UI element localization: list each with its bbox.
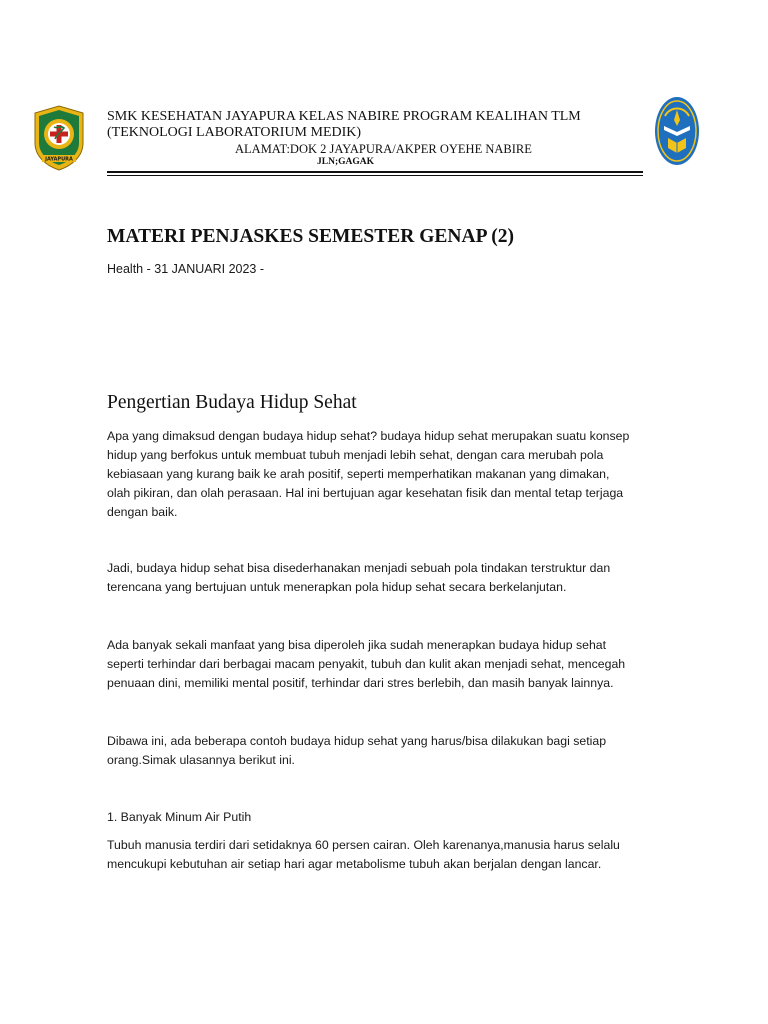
letterhead-divider: [107, 171, 643, 173]
emblem-label: JAYAPURA: [45, 156, 73, 163]
paragraph-line: mencukupi kebutuhan air setiap hari agar metabolisme tubuh akan berjalan dengan lancar.: [107, 857, 602, 871]
paragraph-benefits: [107, 636, 647, 693]
document-meta: Health - 31 JANUARI 2023 -: [107, 262, 265, 276]
letterhead-school-name: SMK KESEHATAN JAYAPURA KELAS NABIRE PROGRAM KEALIHAN TLM: [107, 109, 581, 124]
paragraph-line: terencana yang bertujuan untuk menerapkan pola hidup sehat secara berkelanjutan.: [107, 580, 567, 594]
paragraph-line: Ada banyak sekali manfaat yang bisa diperoleh jika sudah menerapkan budaya hidup sehat: [107, 638, 607, 652]
tut-wuri-handayani-icon: [654, 96, 700, 166]
letterhead-address: ALAMAT:DOK 2 JAYAPURA/AKPER OYEHE NABIRE: [235, 142, 532, 156]
paragraph-water: [107, 836, 647, 874]
list-item-heading: [107, 808, 647, 827]
paragraph-examples-intro: [107, 732, 647, 770]
paragraph-summary: [107, 559, 647, 597]
paragraph-line: Tubuh manusia terdiri dari setidaknya 60 persen cairan. Oleh karenanya,manusia harus selalu: [107, 838, 620, 852]
paragraph-line: seperti terhindar dari berbagai macam penyakit, tubuh dan kulit akan menjadi sehat, mencegah: [107, 657, 626, 671]
letterhead-program-name: (TEKNOLOGI LABORATORIUM MEDIK): [107, 125, 362, 140]
document-title: MATERI PENJASKES SEMESTER GENAP (2): [107, 226, 515, 247]
paragraph-line: Apa yang dimaksud dengan budaya hidup sehat? budaya hidup sehat merupakan suatu konsep: [107, 429, 630, 443]
paragraph-definition: [107, 427, 647, 522]
paragraph-line: kebiasaan yang kurang baik ke arah positif, seperti memperhatikan makanan yang dimakan,: [107, 467, 610, 481]
paragraph-line: hidup yang berfokus untuk membuat tubuh menjadi lebih sehat, dengan cara merubah pola: [107, 448, 604, 462]
paragraph-line: Jadi, budaya hidup sehat bisa disederhanakan menjadi sebuah pola tindakan terstruktur dan: [107, 561, 611, 575]
paragraph-line: Dibawa ini, ada beberapa contoh budaya hidup sehat yang harus/bisa dilakukan bagi setiap: [107, 734, 607, 748]
school-emblem-icon: [33, 105, 85, 171]
letterhead-street: JLN;GAGAK: [317, 157, 374, 167]
list-item-label: 1. Banyak Minum Air Putih: [107, 810, 252, 824]
section-heading: Pengertian Budaya Hidup Sehat: [107, 392, 357, 413]
paragraph-line: olah pikiran, dan olah perasaan. Hal ini bertujuan agar kesehatan fisik dan mental tetap terjaga: [107, 486, 624, 500]
letterhead-divider-thin: [107, 175, 643, 176]
paragraph-line: penuaan dini, memiliki mental positif, terhindar dari stres berlebih, dan masih banyak lainnya.: [107, 676, 614, 690]
paragraph-line: orang.Simak ulasannya berikut ini.: [107, 753, 295, 767]
paragraph-line: dengan baik.: [107, 505, 178, 519]
